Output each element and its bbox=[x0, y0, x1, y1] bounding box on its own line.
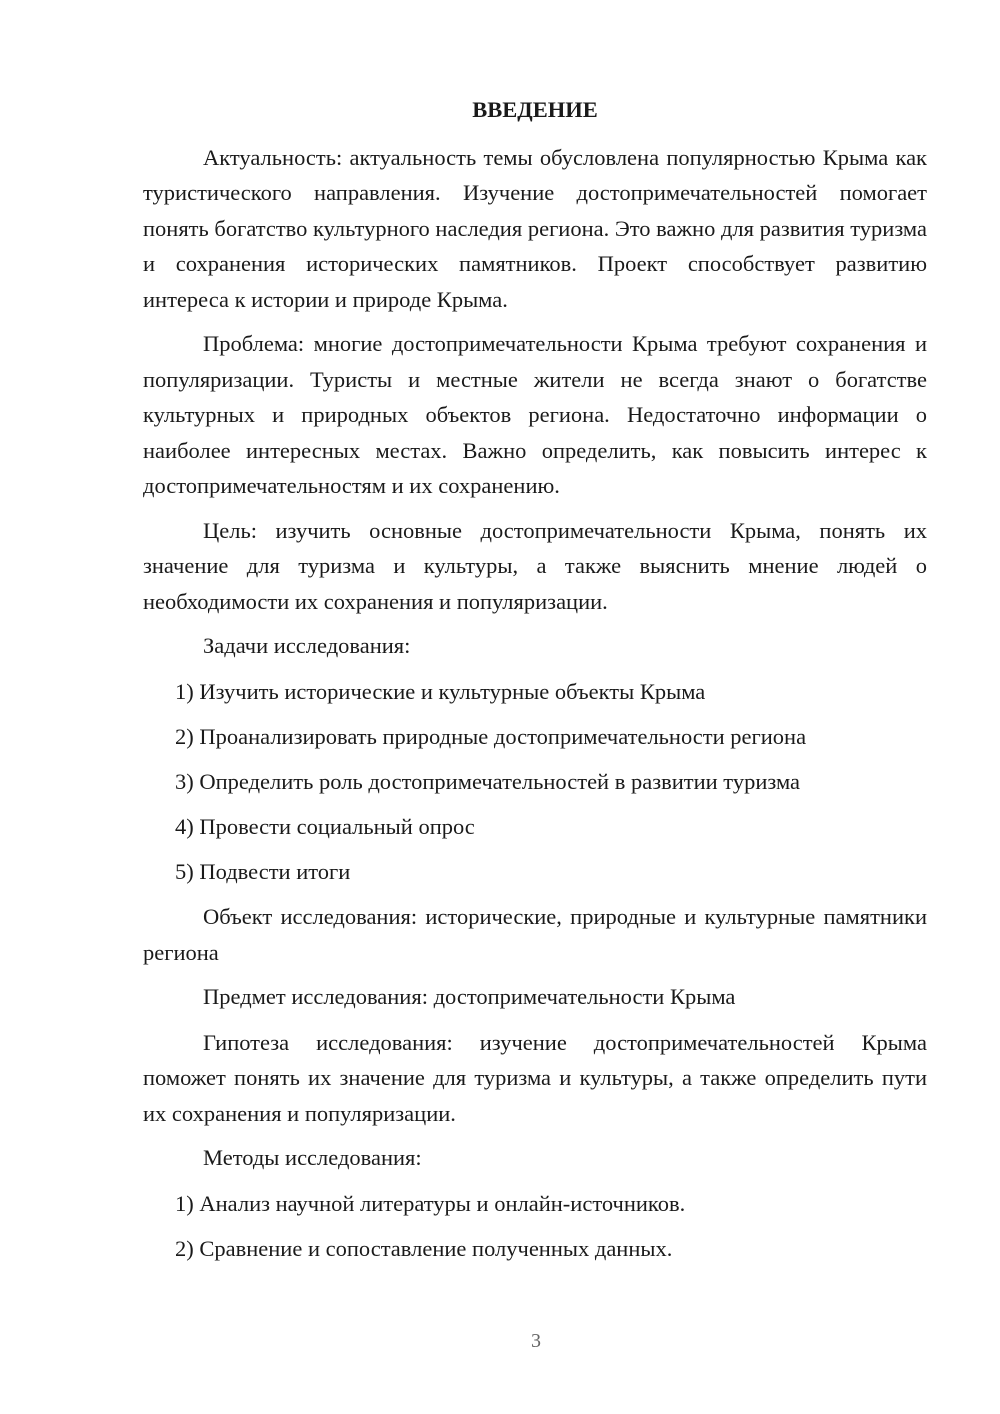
list-item: 3) Определить роль достопримечательностей в развитии туризма bbox=[175, 768, 801, 794]
list-item: 1) Анализ научной литературы и онлайн-источников. bbox=[175, 1190, 686, 1216]
problem-paragraph: Проблема: многие достопримечательности Крыма требуют сохранения и популяризации. Туристы и местные жители не всегда знают о богатстве культурных и природных объектов региона. Недостаточно информации о наиболее интересных местах. Важно определить, как повысить интерес к достопримечательностям и их сохранению. bbox=[143, 331, 927, 498]
page-content bbox=[143, 92, 927, 1276]
tasks-list bbox=[143, 674, 927, 890]
object-paragraph: Объект исследования: исторические, природные и культурные памятники региона bbox=[143, 904, 927, 965]
subject-paragraph: Предмет исследования: достопримечательности Крыма bbox=[203, 984, 736, 1009]
list-item: 4) Провести социальный опрос bbox=[175, 813, 475, 839]
hypothesis-paragraph: Гипотеза исследования: изучение достопримечательностей Крыма поможет понять их значение для туризма и культуры, а также определить пути их сохранения и популяризации. bbox=[143, 1029, 927, 1126]
goal-paragraph: Цель: изучить основные достопримечательности Крыма, понять их значение для туризма и культуры, а также выяснить мнение людей о необходимости их сохранения и популяризации. bbox=[143, 517, 927, 614]
methods-list bbox=[143, 1186, 927, 1267]
relevance-paragraph: Актуальность: актуальность темы обусловлена популярностью Крыма как туристического направления. Изучение достопримечательностей помогает понять богатство культурного наследия региона. Это важно для развития туризма и сохранения исторических памятников. Проект способствует развитию интереса к истории и природе Крыма. bbox=[143, 144, 927, 312]
page-number: 3 bbox=[531, 1330, 541, 1352]
list-item: 2) Сравнение и сопоставление полученных данных. bbox=[175, 1235, 673, 1261]
page-title: ВВЕДЕНИЕ bbox=[472, 97, 598, 122]
list-item: 5) Подвести итоги bbox=[175, 858, 351, 884]
list-item: 2) Проанализировать природные достопримечательности региона bbox=[175, 723, 807, 749]
methods-heading: Методы исследования: bbox=[203, 1145, 422, 1170]
list-item: 1) Изучить исторические и культурные объекты Крыма bbox=[175, 678, 706, 704]
tasks-heading: Задачи исследования: bbox=[203, 633, 411, 658]
